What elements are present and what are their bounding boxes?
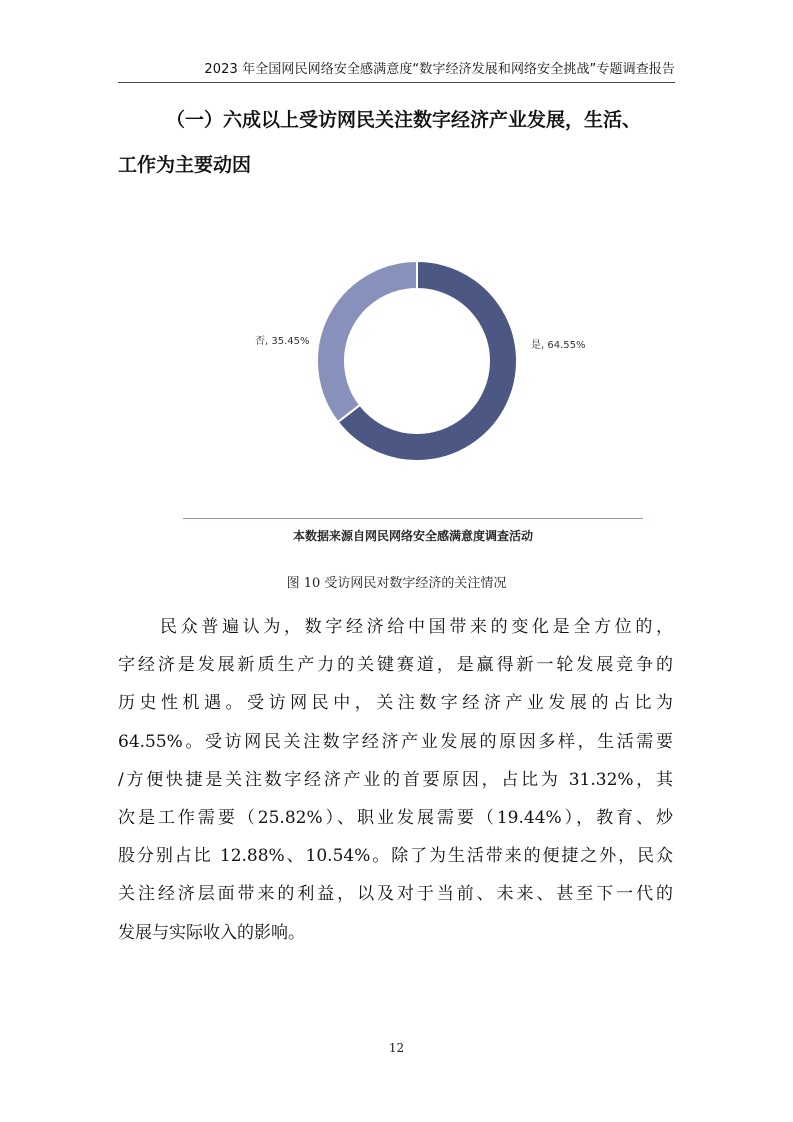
- body-line: 关注经济层面带来的利益，以及对于当前、未来、甚至下一代的: [118, 884, 673, 905]
- chart-source-divider: [183, 518, 643, 519]
- donut-chart: [0, 240, 793, 510]
- slice-label-no: 否, 35.45%: [255, 336, 310, 347]
- section-heading-line-1: （一）六成以上受访网民关注数字经济产业发展，生活、: [166, 109, 642, 131]
- body-line: 64.55%。受访网民关注数字经济产业发展的原因多样，生活需要: [118, 731, 673, 752]
- donut-slices: [317, 261, 517, 461]
- body-line: /方便快捷是关注数字经济产业的首要原因，占比为 31.32%，其: [118, 769, 673, 790]
- body-line: 股分别占比 12.88%、10.54%。除了为生活带来的便捷之外，民众: [118, 846, 673, 867]
- body-line: 民众普遍认为，数字经济给中国带来的变化是全方位的，: [160, 617, 673, 637]
- running-header: 2023 年全国网民网络安全感满意度“数字经济发展和网络安全挑战”专题调查报告: [204, 62, 675, 77]
- section-heading: [118, 98, 678, 188]
- body-line: 字经济是发展新质生产力的关键赛道，是赢得新一轮发展竞争的: [118, 655, 673, 676]
- section-heading-line-2: 工作为主要动因: [118, 154, 252, 176]
- figure-caption: 图 10 受访网民对数字经济的关注情况: [286, 576, 507, 591]
- page-number: 12: [388, 1041, 405, 1055]
- chart-source-note: 本数据来源自网民网络安全感满意度调查活动: [292, 529, 533, 543]
- body-line: 次是工作需要（25.82%）、职业发展需要（19.44%），教育、炒: [118, 808, 673, 829]
- body-line: 发展与实际收入的影响。: [118, 922, 305, 943]
- header-divider: [118, 82, 675, 83]
- slice-label-yes: 是, 64.55%: [531, 340, 586, 351]
- body-paragraph: [118, 608, 673, 952]
- body-line: 历史性机遇。受访网民中，关注数字经济产业发展的占比为: [118, 693, 673, 714]
- slice-no: [317, 261, 417, 422]
